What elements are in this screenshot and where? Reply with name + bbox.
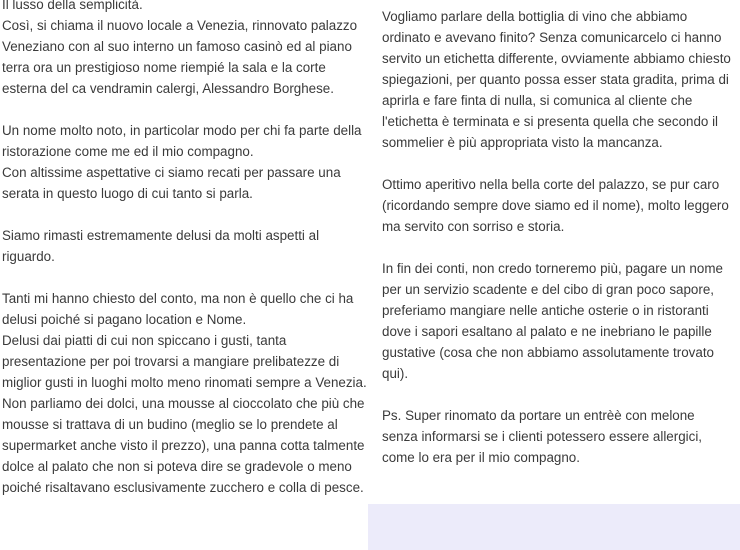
- paragraph-spacer: [382, 237, 734, 258]
- review-paragraph: Ottimo aperitivo nella bella corte del palazzo, se pur caro (ricordando sempre dove siamo ed il nome), molto leggero ma servito con sorriso e storia.: [382, 177, 729, 234]
- paragraph-spacer: [382, 384, 734, 405]
- review-text-right-column: [378, 6, 740, 468]
- review-paragraph: Ps. Super rinomato da portare un entrèè con melone senza informarsi se i clienti potessero essere allergici, come lo era per il mio compagno.: [382, 408, 703, 465]
- paragraph-spacer: [2, 267, 372, 288]
- review-paragraph: Il lusso della semplicità. Così, si chiama il nuovo locale a Venezia, rinnovato palazzo Veneziano con al suo interno un famoso casinò ed al piano terra ora un prestigioso nome riempié la sala e la corte esterna del ca vendramin calergi, Alessandro Borghese.: [2, 0, 358, 96]
- review-paragraph: In fin dei conti, non credo torneremo più, pagare un nome per un servizio scadente e del cibo di gran poco sapore, preferiamo mangiare nelle antiche osterie o in ristoranti dove i sapori esaltano al palato e ne inebriano le papille gustative (cosa che non abbiamo assolutamente trovato qui).: [382, 261, 723, 381]
- review-paragraph: Siamo rimasti estremamente delusi da molti aspetti al riguardo.: [2, 228, 320, 264]
- review-paragraph: Tanti mi hanno chiesto del conto, ma non è quello che ci ha delusi poiché si pagano location e Nome. Delusi dai piatti di cui non spiccano i gusti, tanta presentazione per poi trovarsi a mangiare prelibatezze di miglior gusti in luoghi molto meno rinomati sempre a Venezia. Non parliamo dei dolci, una mousse al cioccolato che più che mousse si trattava di un budino (meglio se lo prendete al supermarket anche visto il prezzo), una panna cotta talmente dolce al palato che non si poteva dire se gradevole o meno poiché risaltavano esclusivamente zucchero e colla di pesce.: [2, 291, 367, 495]
- tinted-panel: [368, 504, 740, 550]
- review-text-left-column: [0, 0, 372, 498]
- review-paragraph: Vogliamo parlare della bottiglia di vino che abbiamo ordinato e avevano finito? Senza comunicarcelo ci hanno servito un etichetta differente, ovviamente abbiamo chiesto spiegazioni, per quanto possa esser stata gradita, prima di aprirla e fare finta di nulla, si comunica al cliente che l'etichetta è terminata e si presenta quella che secondo il sommelier è più appropriata visto la mancanza.: [382, 9, 731, 150]
- review-paragraph: Un nome molto noto, in particolar modo per chi fa parte della ristorazione come me ed il mio compagno. Con altissime aspettative ci siamo recati per passare una serata in questo luogo di cui tanto si parla.: [2, 123, 362, 201]
- paragraph-spacer: [382, 153, 734, 174]
- paragraph-spacer: [2, 204, 372, 225]
- paragraph-spacer: [2, 99, 372, 120]
